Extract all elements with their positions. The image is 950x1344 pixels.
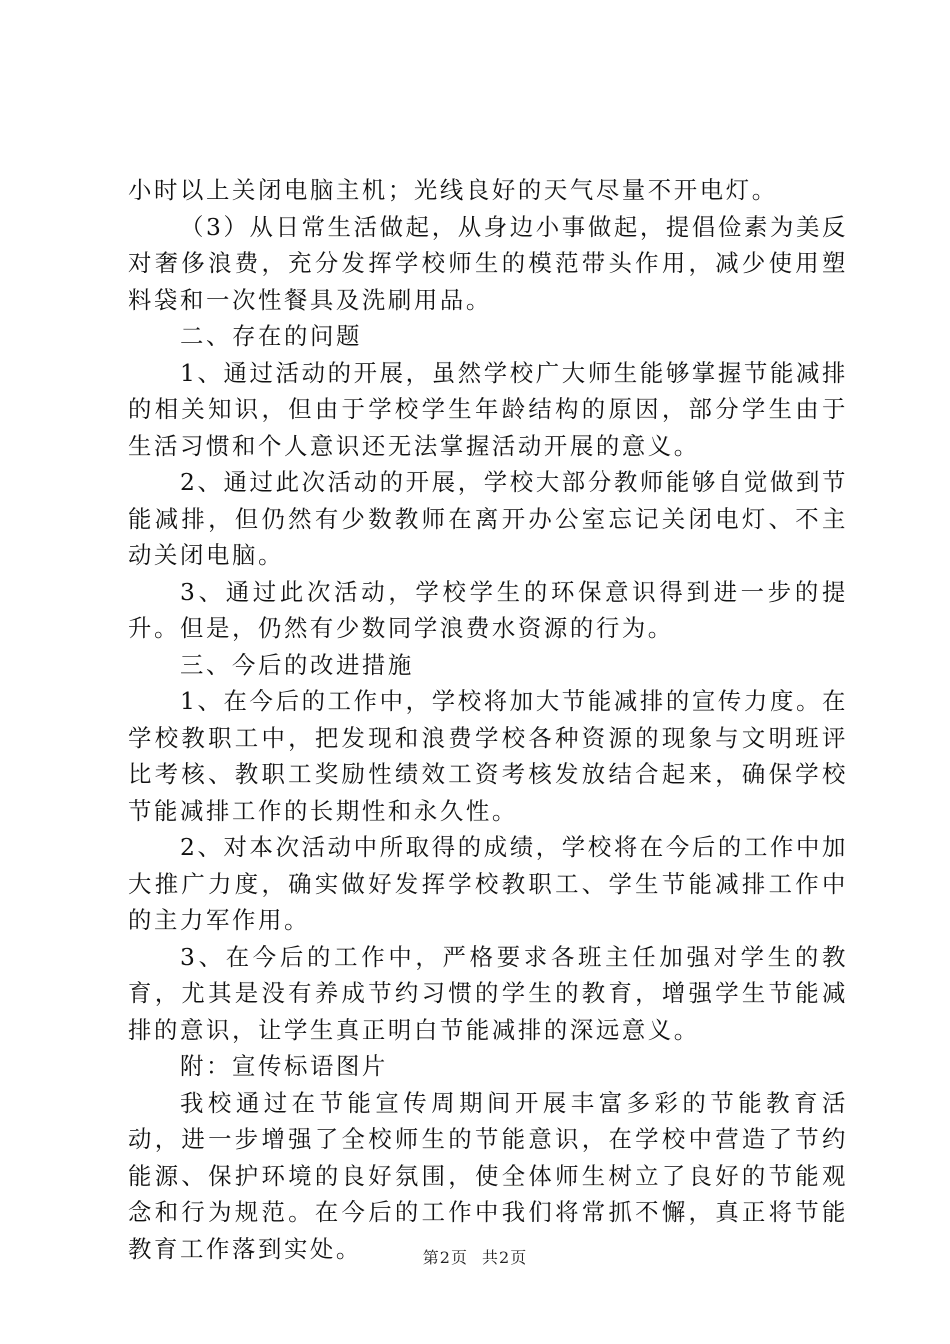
paragraph-improvement-1: 1、在今后的工作中，学校将加大节能减排的宣传力度。在学校教职工中，把发现和浪费学校各种资源的现象与文明班评比考核、教职工奖励性绩效工资考核发放结合起来，确保学校节能减排工作的长期性和永久性。: [128, 687, 848, 825]
section-heading-problems: 二、存在的问题: [180, 322, 362, 350]
document-body: [128, 172, 848, 1267]
page-number-label: 第2页: [422, 1248, 468, 1267]
paragraph-improvement-2: 2、对本次活动中所取得的成绩，学校将在今后的工作中加大推广力度，确实做好发挥学校教职工、学生节能减排工作中的主力军作用。: [128, 833, 848, 934]
paragraph-item-3: （3）从日常生活做起，从身边小事做起，提倡俭素为美反对奢侈浪费，充分发挥学校师生的模范带头作用，减少使用塑料袋和一次性餐具及洗刷用品。: [128, 212, 848, 314]
section-heading-improvements: 三、今后的改进措施: [180, 650, 414, 679]
paragraph-problem-1: 1、通过活动的开展，虽然学校广大师生能够掌握节能减排的相关知识，但由于学校学生年龄结构的原因，部分学生由于生活习惯和个人意识还无法掌握活动开展的意义。: [128, 358, 848, 460]
paragraph-problem-3: 3、通过此次活动，学校学生的环保意识得到进一步的提升。但是，仍然有少数同学浪费水资源的行为。: [128, 577, 848, 642]
paragraph-continuation: 小时以上关闭电脑主机；光线良好的天气尽量不开电灯。: [128, 176, 778, 204]
section-heading-appendix: 附：宣传标语图片: [180, 1052, 388, 1080]
paragraph-conclusion: 我校通过在节能宣传周期间开展丰富多彩的节能教育活动，进一步增强了全校师生的节能意识，在学校中营造了节约能源、保护环境的良好氛围，使全体师生树立了良好的节能观念和行为规范。在今后的工作中我们将常抓不懈，真正将节能教育工作落到实处。: [128, 1088, 848, 1263]
page-total-label: 共2页: [482, 1248, 528, 1267]
paragraph-problem-2: 2、通过此次活动的开展，学校大部分教师能够自觉做到节能减排，但仍然有少数教师在离开办公室忘记关闭电灯、不主动关闭电脑。: [128, 468, 848, 569]
page-footer: [0, 1245, 950, 1268]
paragraph-improvement-3: 3、在今后的工作中，严格要求各班主任加强对学生的教育，尤其是没有养成节约习惯的学生的教育，增强学生节能减排的意识，让学生真正明白节能减排的深远意义。: [128, 942, 848, 1044]
